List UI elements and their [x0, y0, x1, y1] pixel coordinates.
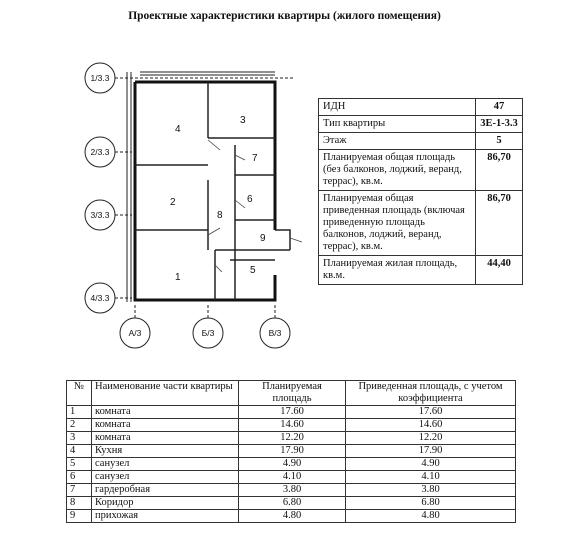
floor-plan [80, 60, 310, 350]
info-label: Планируемая жилая площадь, кв.м. [319, 256, 476, 285]
info-value: 44,40 [476, 256, 523, 285]
room-label: 7 [252, 153, 258, 164]
apartment-info-table [318, 98, 523, 285]
rooms-table [66, 380, 516, 523]
svg-text:Б/3: Б/3 [201, 328, 215, 338]
info-value: 86,70 [476, 150, 523, 191]
page-title: Проектные характеристики квартиры (жилого помещения) [128, 10, 441, 22]
info-label: Планируемая общая приведенная площадь (включая приведенную площадь балконов, лоджий, веранд, террас), кв.м. [319, 191, 476, 256]
info-row [319, 256, 523, 285]
info-value: 86,70 [476, 191, 523, 256]
table-row: 7 гардеробная 3.80 3.80 [67, 484, 516, 497]
info-label: Тип квартиры [319, 116, 476, 133]
info-label: Этаж [319, 133, 476, 150]
svg-text:4/3.3: 4/3.3 [90, 293, 110, 303]
info-row [319, 191, 523, 256]
info-value: 47 [476, 99, 523, 116]
column-header: Приведенная площадь, с учетом коэффициента [346, 381, 516, 406]
svg-text:В/3: В/3 [268, 328, 282, 338]
table-row: 4 Кухня 17.90 17.90 [67, 445, 516, 458]
table-row: 8 Коридор 6.80 6.80 [67, 497, 516, 510]
room-label: 5 [250, 265, 256, 276]
room-label: 8 [217, 210, 223, 221]
svg-text:2/3.3: 2/3.3 [90, 147, 110, 157]
table-header-row [67, 381, 516, 406]
column-header: Наименование части квартиры [92, 381, 239, 406]
room-label: 9 [260, 233, 266, 244]
table-row: 2 комната 14.60 14.60 [67, 419, 516, 432]
table-row: 9 прихожая 4.80 4.80 [67, 510, 516, 523]
table-row: 1 комната 17.60 17.60 [67, 406, 516, 419]
column-header: № [67, 381, 92, 406]
info-row [319, 99, 523, 116]
room-label: 6 [247, 194, 253, 205]
column-header: Планируемая площадь [239, 381, 346, 406]
room-label: 1 [175, 272, 181, 283]
info-row [319, 133, 523, 150]
info-row [319, 150, 523, 191]
table-row: 6 санузел 4.10 4.10 [67, 471, 516, 484]
svg-text:3/3.3: 3/3.3 [90, 210, 110, 220]
info-value: 3Е-1-3.3 [476, 116, 523, 133]
svg-text:1/3.3: 1/3.3 [90, 73, 110, 83]
info-label: Планируемая общая площадь (без балконов, лоджий, веранд, террас), кв.м. [319, 150, 476, 191]
table-row: 5 санузел 4.90 4.90 [67, 458, 516, 471]
info-label: ИДН [319, 99, 476, 116]
room-label: 2 [170, 197, 176, 208]
room-label: 3 [240, 115, 246, 126]
svg-text:А/3: А/3 [128, 328, 142, 338]
info-value: 5 [476, 133, 523, 150]
info-row [319, 116, 523, 133]
table-row: 3 комната 12.20 12.20 [67, 432, 516, 445]
room-label: 4 [175, 124, 181, 135]
